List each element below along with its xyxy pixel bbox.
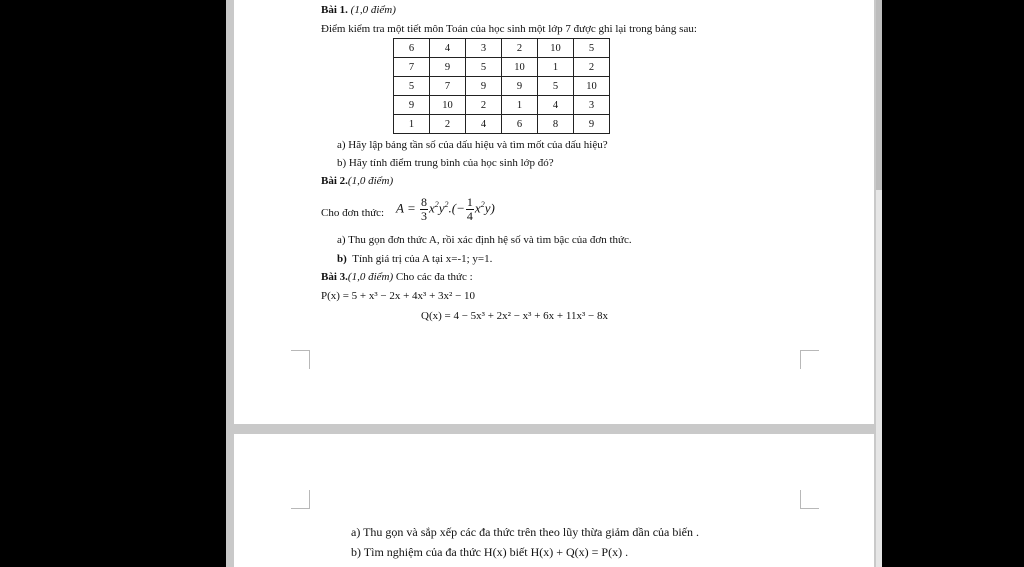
table-cell: 9 [574,115,610,134]
table-cell: 10 [430,96,466,115]
table-cell: 10 [574,77,610,96]
table-cell: 4 [430,39,466,58]
table-cell: 6 [394,39,430,58]
table-cell: 10 [502,58,538,77]
table-cell: 4 [538,96,574,115]
formula-var-y: y [438,200,445,216]
table-cell: 5 [466,58,502,77]
table-cell: 10 [538,39,574,58]
margin-corner-mark [291,350,310,369]
bai3-title: Bài 3. [321,271,348,283]
bai1-title: Bài 1. [321,4,348,16]
page-2 [234,434,874,567]
fraction-8-3 [420,196,428,223]
fraction-1-4 [466,196,474,223]
table-cell: 9 [502,77,538,96]
bai3-points: (1,0 điểm) [347,271,394,283]
table-cell: 9 [466,77,502,96]
table-cell: 2 [430,115,466,134]
table-cell: 4 [466,115,502,134]
fraction-denominator: 3 [420,209,427,223]
bai2-lead: Cho đơn thức: [321,207,385,219]
margin-corner-mark [291,490,310,509]
table-cell: 1 [502,96,538,115]
bai1-question-b: b) Hãy tính điểm trung bình của học sinh lớp đó? [337,157,554,169]
bai3-question-a: a) Thu gọn và sắp xếp các đa thức trên theo lũy thừa giảm dần của biến . [351,525,699,539]
formula-lhs: A = [396,200,416,216]
fraction-numerator: 8 [420,195,427,209]
margin-corner-mark [800,350,819,369]
table-row [394,39,610,58]
formula-end: y) [484,200,495,216]
bai1-question-a: a) Hãy lập bảng tần số của dấu hiệu và tìm mốt của dấu hiệu? [337,139,608,151]
score-table [393,38,610,134]
bai2-question-a: a) Thu gọn đơn thức A, rồi xác định hệ số và tìm bậc của đơn thức. [337,234,632,246]
table-cell: 2 [574,58,610,77]
table-cell: 9 [394,96,430,115]
formula-exp: 2 [444,200,449,210]
formula-exp: 2 [480,200,485,210]
bai2-heading [321,175,393,187]
table-cell: 6 [502,115,538,134]
formula-var-x: x [428,200,435,216]
bai3-tail: Cho các đa thức : [395,271,473,283]
bai2-question-b [337,253,492,265]
table-cell: 2 [502,39,538,58]
bai3-heading [321,271,473,283]
table-row [394,96,610,115]
formula-operator: .(− [448,200,465,216]
polynomial-q: Q(x) = 4 − 5x³ + 2x² − x³ + 6x + 11x³ − 8x [421,310,608,322]
bai1-heading [321,4,396,16]
table-cell: 9 [430,58,466,77]
table-cell: 3 [466,39,502,58]
bai3-question-b: b) Tìm nghiệm của đa thức H(x) biết H(x) + Q(x) = P(x) . [351,545,629,559]
table-row [394,115,610,134]
bai2-points: (1,0 điểm) [347,175,394,187]
bai2-question-b-text: Tính giá trị của A tại x=-1; y=1. [352,253,493,265]
table-cell: 1 [538,58,574,77]
fraction-numerator: 1 [466,195,473,209]
table-cell: 8 [538,115,574,134]
table-cell: 7 [394,58,430,77]
margin-corner-mark [800,490,819,509]
fraction-denominator: 4 [466,209,473,223]
bai1-intro: Điểm kiểm tra một tiết môn Toán của học sinh một lớp 7 được ghi lại trong bảng sau: [321,23,697,35]
table-cell: 5 [538,77,574,96]
formula-var-x: x [474,200,481,216]
table-row [394,58,610,77]
table-cell: 5 [394,77,430,96]
document-viewer[interactable] [226,0,882,567]
bai1-points: (1,0 điểm) [350,4,396,16]
page-1 [234,0,874,424]
table-cell: 1 [394,115,430,134]
table-cell: 7 [430,77,466,96]
scrollbar-thumb[interactable] [876,0,882,190]
table-row [394,77,610,96]
table-cell: 5 [574,39,610,58]
monomial-formula [396,196,495,223]
scrollbar[interactable] [876,0,882,567]
polynomial-p: P(x) = 5 + x³ − 2x + 4x³ + 3x² − 10 [321,290,476,302]
table-cell: 3 [574,96,610,115]
bai2-title: Bài 2. [321,175,348,187]
table-cell: 2 [466,96,502,115]
bai2-question-b-label: b) [337,253,347,265]
formula-exp: 2 [434,200,439,210]
